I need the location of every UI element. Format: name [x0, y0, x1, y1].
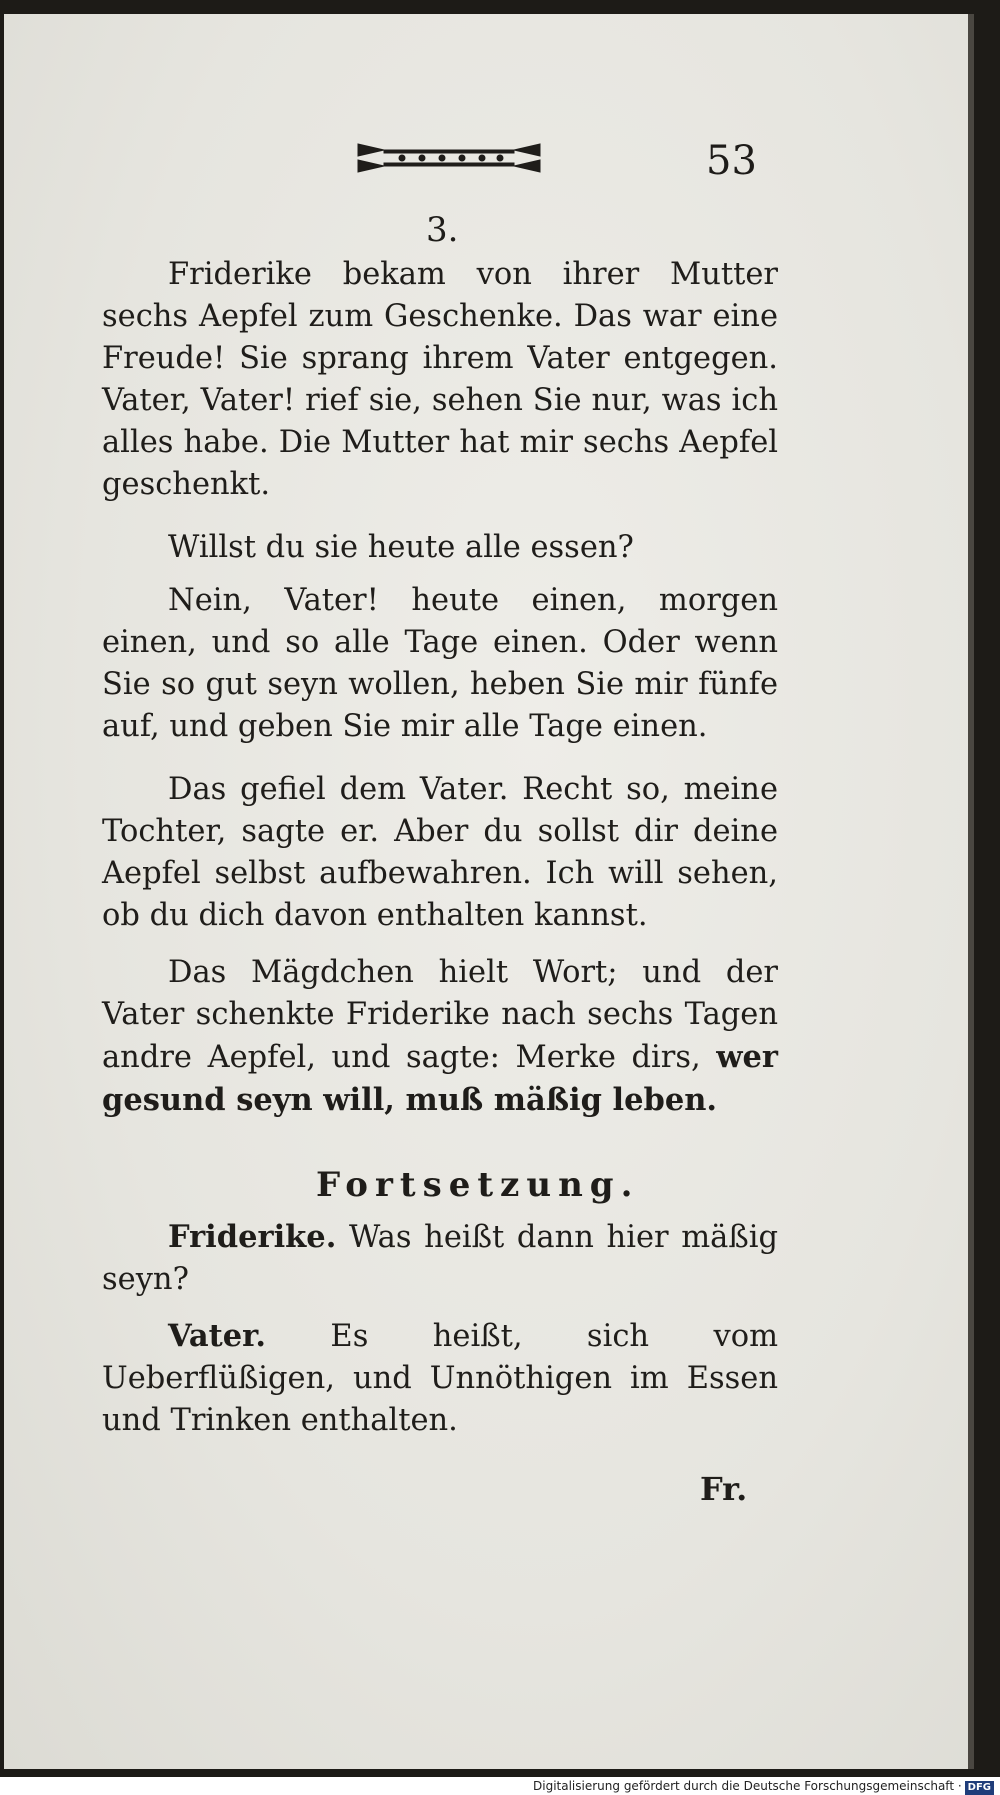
- catchword: Fr.: [700, 1470, 748, 1508]
- speaker-vater: Vater.: [168, 1318, 267, 1354]
- paragraph-1: [102, 254, 778, 506]
- paragraph-5: [102, 952, 778, 1122]
- dfg-logo: DFG: [965, 1781, 994, 1795]
- paragraph-4: [102, 769, 778, 937]
- page-edge: [968, 14, 974, 1769]
- dialogue-friderike-text: [102, 1216, 778, 1301]
- answer-text: Es heißt, sich vom Ueberflüßigen, und Unnöthigen im Essen und Trinken enthalten.: [102, 1319, 778, 1438]
- paragraph-2-text: Willst du sie heute alle essen?: [168, 530, 634, 565]
- paragraph-3: [102, 580, 778, 748]
- printer-ornament: [354, 136, 544, 180]
- paragraph-5-start: Das Mägdchen hielt Wort; und der Vater schenkte Friderike nach sechs Tagen andre Aepfel, und sagte: Merke dirs,: [102, 955, 778, 1075]
- question-text: Was heißt dann hier mäßig seyn?: [102, 1220, 778, 1297]
- dialogue-friderike: [102, 1216, 778, 1301]
- paragraph-2: [102, 527, 778, 569]
- credit-text: Digitalisierung gefördert durch die Deutsche Forschungsgemeinschaft ·: [533, 1779, 962, 1793]
- moral-maxim: wer gesund seyn will, muß mäßig leben.: [102, 1039, 778, 1118]
- dialogue-vater: [102, 1315, 778, 1442]
- speaker-friderike: Friderike.: [168, 1219, 337, 1255]
- paragraph-4-text: Das gefiel dem Vater. Recht so, meine Tochter, sagte er. Aber du sollst dir deine Aepfel selbst aufbewahren. Ich will sehen, ob du dich davon enthalten kannst.: [102, 772, 778, 933]
- page-number: 53: [706, 138, 757, 184]
- paragraph-5-text: [102, 952, 778, 1122]
- section-number: 3.: [426, 210, 459, 250]
- dialogue-vater-text: [102, 1315, 778, 1442]
- digitization-credit: [533, 1777, 994, 1795]
- paragraph-1-text: Friderike bekam von ihrer Mutter sechs Aepfel zum Geschenke. Das war eine Freude! Sie sprang ihrem Vater entgegen. Vater, Vater! rief sie, sehen Sie nur, was ich alles habe. Die Mutter hat mir sechs Aepfel geschenkt.: [102, 257, 778, 502]
- section-heading: Fortsetzung.: [316, 1165, 640, 1205]
- paragraph-3-text: Nein, Vater! heute einen, morgen einen, und so alle Tage einen. Oder wenn Sie so gut seyn wollen, heben Sie mir fünfe auf, und geben Sie mir alle Tage einen.: [102, 583, 778, 744]
